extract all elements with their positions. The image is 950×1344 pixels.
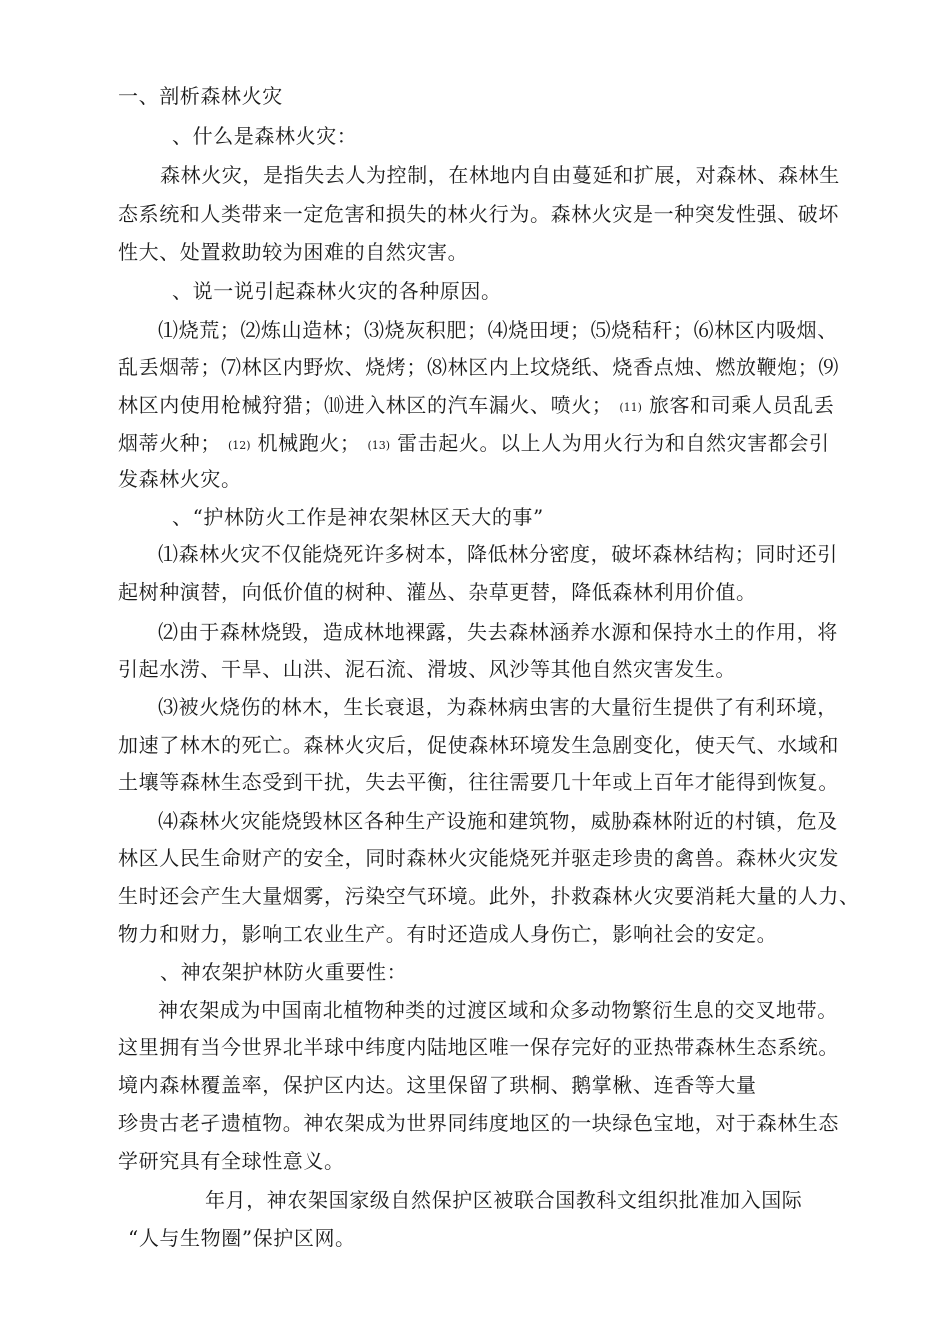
text-segment: 林区内使用枪械狩猎；⑽进入林区的汽车漏火、喷火； <box>118 393 613 417</box>
subsection-title: 、神农架护林防火重要性： <box>160 960 408 984</box>
item-number: (12) <box>227 439 251 452</box>
paragraph-line <box>118 393 834 420</box>
text-segment: 雷击起火。以上人为用火行为和自然灾害都会引 <box>397 431 830 455</box>
paragraph-line: “人与生物圈”保护区网。 <box>128 1226 356 1250</box>
paragraph-line: 物力和财力，影响工农业生产。有时还造成人身伤亡，影响社会的安定。 <box>118 922 778 946</box>
text-segment: 机械跑火； <box>257 431 361 455</box>
paragraph-line: 加速了林木的死亡。森林火灾后，促使森林环境发生急剧变化，使天气、水域和 <box>118 733 839 757</box>
paragraph-line <box>118 431 830 458</box>
paragraph-line: 态系统和人类带来一定危害和损失的林火行为。森林火灾是一种突发性强、破坏 <box>118 202 839 226</box>
paragraph-line: 土壤等森林生态受到干扰，失去平衡，往往需要几十年或上百年才能得到恢复。 <box>118 770 839 794</box>
subsection-title: 、说一说引起森林火灾的各种原因。 <box>172 279 502 303</box>
paragraph-line: 学研究具有全球性意义。 <box>118 1149 345 1173</box>
paragraph-line: ⑴森林火灾不仅能烧死许多树本，降低林分密度，破坏森林结构；同时还引 <box>158 542 838 566</box>
paragraph-line: 年月，神农架国家级自然保护区被联合国教科文组织批准加入国际 <box>205 1188 803 1212</box>
section-heading: 一、剖析森林火灾 <box>118 84 283 108</box>
paragraph-line: 森林火灾，是指失去人为控制，在林地内自由蔓延和扩展，对森林、森林生 <box>160 163 840 187</box>
paragraph-line: ⑴烧荒；⑵炼山造林；⑶烧灰积肥；⑷烧田埂；⑸烧秸秆；⑹林区内吸烟、 <box>158 318 838 342</box>
subsection-title: 、“护林防火工作是神农架林区天大的事” <box>172 505 544 529</box>
paragraph-line: 神农架成为中国南北植物种类的过渡区域和众多动物繁衍生息的交叉地带。 <box>158 998 838 1022</box>
paragraph-line: ⑶被火烧伤的林木，生长衰退，为森林病虫害的大量衍生提供了有利环境， <box>158 695 838 719</box>
paragraph-line: 性大、处置救助较为困难的自然灾害。 <box>118 240 469 264</box>
paragraph-line: ⑷森林火灾能烧毁林区各种生产设施和建筑物，威胁森林附近的村镇，危及 <box>158 809 838 833</box>
item-number: (13) <box>367 439 391 452</box>
paragraph-line: 林区人民生命财产的安全，同时森林火灾能烧死并驱走珍贵的禽兽。森林火灾发 <box>118 846 839 870</box>
text-segment: 烟蒂火种； <box>118 431 221 455</box>
paragraph-line: 发森林火灾。 <box>118 467 242 491</box>
text-segment: 旅客和司乘人员乱丢 <box>648 393 835 417</box>
paragraph-line: 珍贵古老孑遗植物。神农架成为世界同纬度地区的一块绿色宝地，对于森林生态 <box>118 1111 839 1135</box>
paragraph-line: 生时还会产生大量烟雾，污染空气环境。此外，扑救森林火灾要消耗大量的人力、 <box>118 884 860 908</box>
paragraph-line: 这里拥有当今世界北半球中纬度内陆地区唯一保存完好的亚热带森林生态系统。 <box>118 1035 839 1059</box>
paragraph-line: 乱丢烟蒂；⑺林区内野炊、烧烤；⑻林区内上坟烧纸、烧香点烛、燃放鞭炮；⑼ <box>118 355 839 379</box>
paragraph-line: 引起水涝、干旱、山洪、泥石流、滑坡、风沙等其他自然灾害发生。 <box>118 657 736 681</box>
item-number: (11) <box>619 401 642 414</box>
paragraph-line: 起树种演替，向低价值的树种、灌丛、杂草更替，降低森林利用价值。 <box>118 580 757 604</box>
subsection-title: 、什么是森林火灾： <box>172 124 358 148</box>
paragraph-line: ⑵由于森林烧毁，造成林地裸露，失去森林涵养水源和保持水土的作用，将 <box>158 620 838 644</box>
paragraph-line: 境内森林覆盖率，保护区内达。这里保留了珙桐、鹅掌楸、连香等大量 <box>118 1073 757 1097</box>
